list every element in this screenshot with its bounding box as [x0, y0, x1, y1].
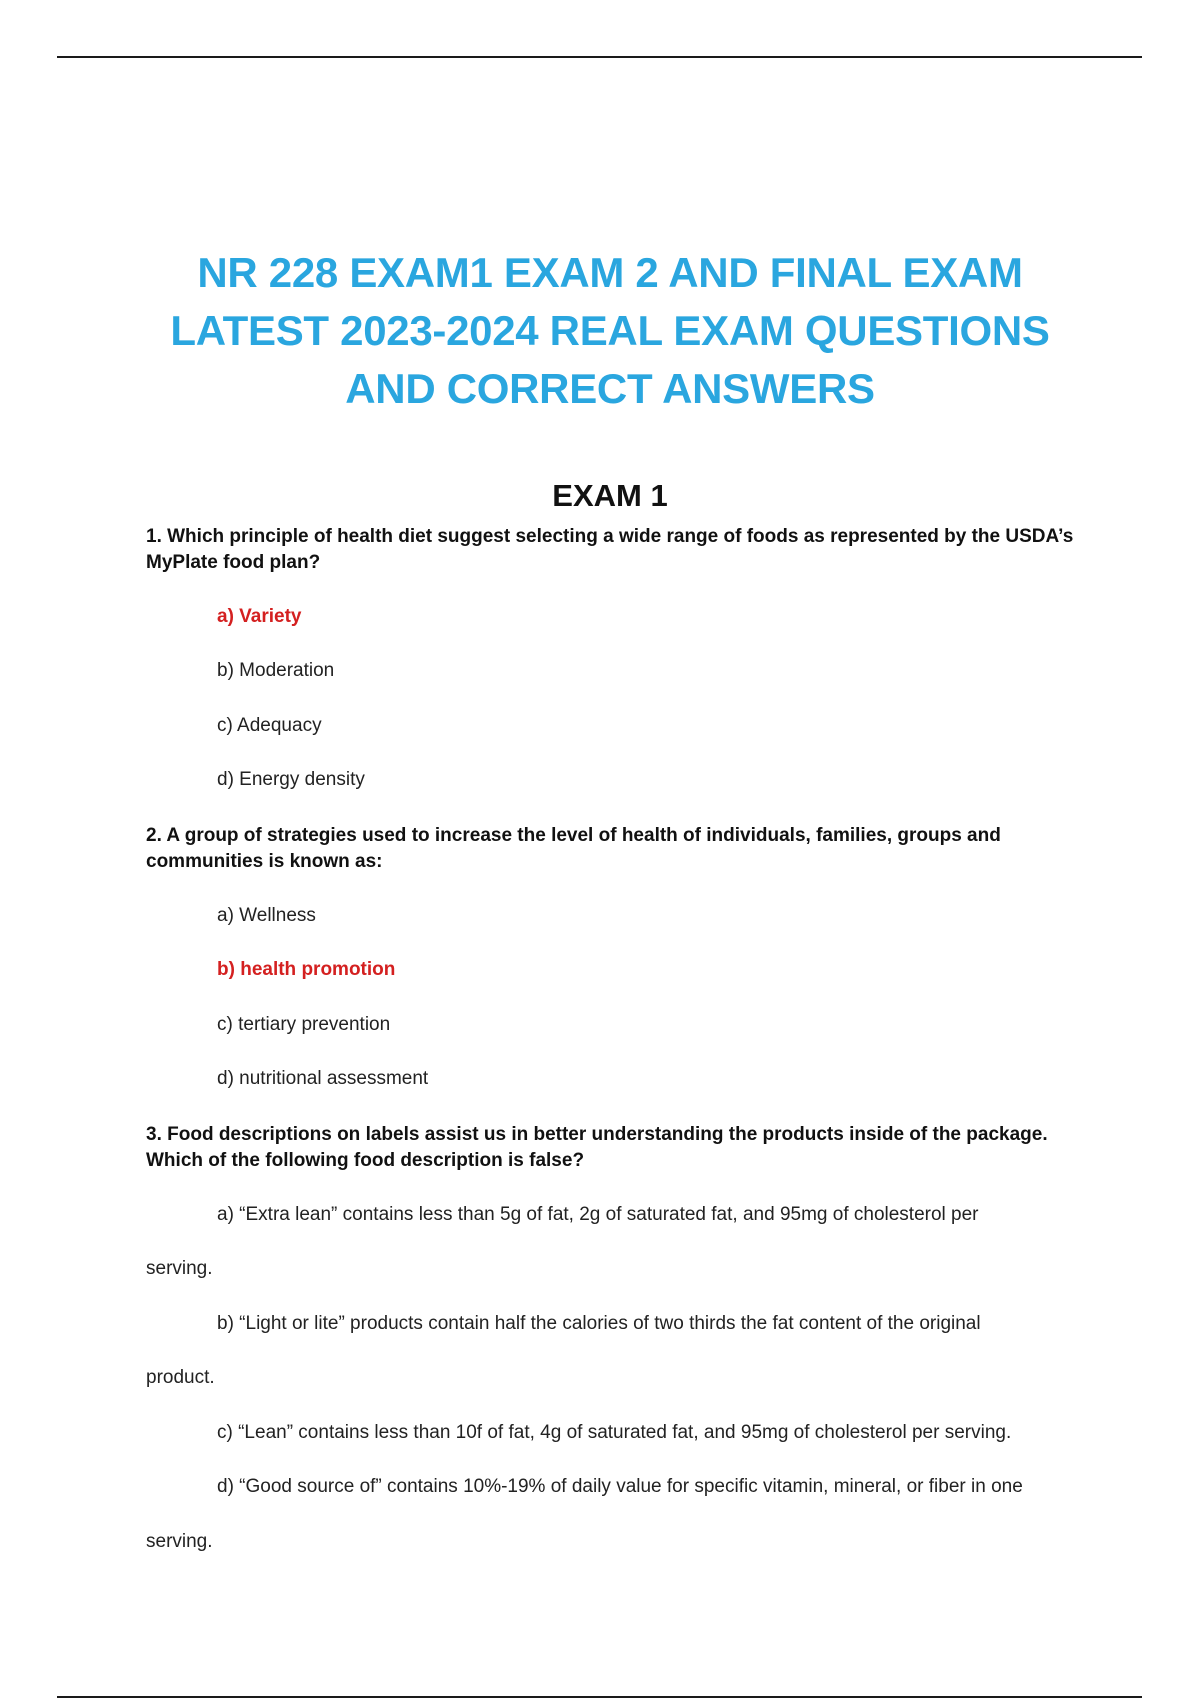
title-line: LATEST 2023-2024 REAL EXAM QUESTIONS [170, 307, 1050, 354]
answer-option-correct: a) Variety [217, 606, 302, 627]
answer-option: a) “Extra lean” contains less than 5g of fat, 2g of saturated fat, and 95mg of cholesterol per [217, 1204, 979, 1225]
question-text-line: communities is known as: [146, 851, 383, 872]
question-text-line: MyPlate food plan? [146, 552, 321, 573]
answer-option-continuation: product. [146, 1367, 215, 1388]
question-text-line: 3. Food descriptions on labels assist us in better understanding the products inside of the package. [146, 1124, 1048, 1145]
answer-option: d) “Good source of” contains 10%-19% of daily value for specific vitamin, mineral, or fiber in one [217, 1476, 1023, 1497]
question-2 [146, 823, 1086, 875]
document-title [100, 244, 1120, 418]
answer-option-continuation: serving. [146, 1258, 213, 1279]
answer-option: c) “Lean” contains less than 10f of fat, 4g of saturated fat, and 95mg of cholesterol per serving. [217, 1422, 1012, 1443]
answer-option: c) Adequacy [217, 715, 322, 736]
answer-option: b) “Light or lite” products contain half the calories of two thirds the fat content of the original [217, 1313, 981, 1334]
question-text-line: 1. Which principle of health diet suggest selecting a wide range of foods as represented by the USDA’s [146, 526, 1074, 547]
question-3 [146, 1122, 1086, 1174]
answer-option: d) Energy density [217, 769, 365, 790]
title-line: AND CORRECT ANSWERS [345, 365, 875, 412]
question-text-line: Which of the following food description is false? [146, 1150, 585, 1171]
answer-option-correct: b) health promotion [217, 959, 396, 980]
question-1 [146, 524, 1086, 576]
top-rule [57, 56, 1142, 58]
bottom-rule [57, 1696, 1142, 1698]
question-text-line: 2. A group of strategies used to increase the level of health of individuals, families, groups and [146, 825, 1001, 846]
answer-option: c) tertiary prevention [217, 1014, 391, 1035]
answer-option-continuation: serving. [146, 1531, 213, 1552]
answer-option: a) Wellness [217, 905, 316, 926]
title-line: NR 228 EXAM1 EXAM 2 AND FINAL EXAM [197, 249, 1023, 296]
answer-option: b) Moderation [217, 660, 335, 681]
answer-option: d) nutritional assessment [217, 1068, 429, 1089]
section-heading: EXAM 1 [552, 478, 668, 513]
